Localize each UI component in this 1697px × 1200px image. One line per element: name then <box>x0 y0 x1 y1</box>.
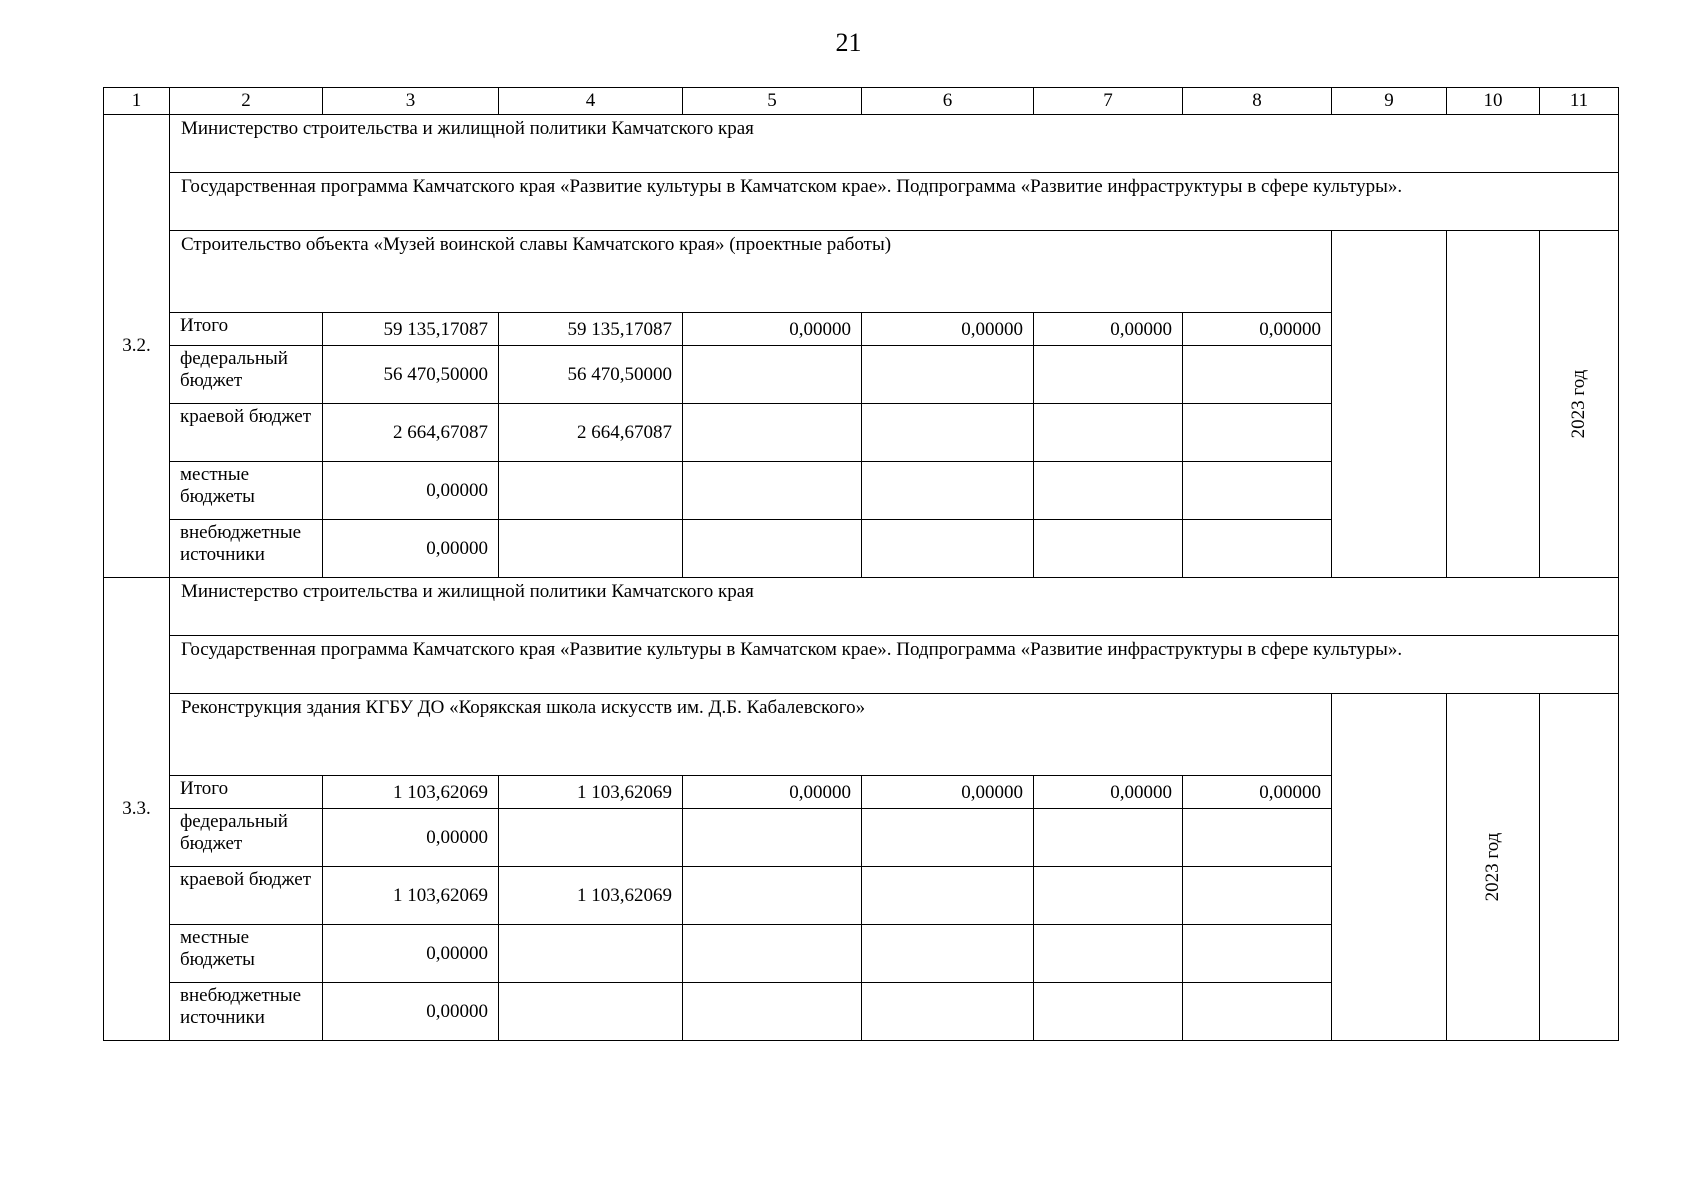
column-number: 5 <box>683 88 862 115</box>
value-cell <box>499 983 683 1041</box>
col10-cell <box>1447 231 1540 578</box>
value-cell <box>1034 520 1183 578</box>
value-cell <box>1034 462 1183 520</box>
year-label: 2023 год <box>1568 369 1589 439</box>
value-cell <box>1183 404 1332 462</box>
program-name: Государственная программа Камчатского края «Развитие культуры в Камчатском крае». Подпрограмма «Развитие инфраструктуры в сфере культуры». <box>170 636 1619 694</box>
col9-cell <box>1332 694 1447 1041</box>
value-cell <box>1034 867 1183 925</box>
column-number: 9 <box>1332 88 1447 115</box>
section-ministry-row <box>104 115 1619 173</box>
budget-table <box>103 87 1619 1041</box>
value-cell: 0,00000 <box>323 809 499 867</box>
value-cell: 0,00000 <box>683 776 862 809</box>
row-label: местные бюджеты <box>170 925 323 983</box>
value-cell <box>862 809 1034 867</box>
value-cell <box>683 867 862 925</box>
value-cell <box>1183 462 1332 520</box>
object-name: Реконструкция здания КГБУ ДО «Корякская школа искусств им. Д.Б. Кабалевского» <box>170 694 1332 776</box>
value-cell <box>1034 346 1183 404</box>
value-cell <box>1183 346 1332 404</box>
value-cell: 0,00000 <box>1034 313 1183 346</box>
value-cell: 1 103,62069 <box>499 776 683 809</box>
value-cell: 0,00000 <box>683 313 862 346</box>
value-cell: 59 135,17087 <box>323 313 499 346</box>
value-cell <box>1183 520 1332 578</box>
value-cell <box>1183 983 1332 1041</box>
object-name: Строительство объекта «Музей воинской славы Камчатского края» (проектные работы) <box>170 231 1332 313</box>
value-cell: 0,00000 <box>323 925 499 983</box>
value-cell: 0,00000 <box>862 313 1034 346</box>
value-cell: 1 103,62069 <box>499 867 683 925</box>
row-label: внебюджетные источники <box>170 983 323 1041</box>
row-label: Итого <box>170 313 323 346</box>
section-index: 3.2. <box>104 115 170 578</box>
value-cell: 0,00000 <box>862 776 1034 809</box>
value-cell: 2 664,67087 <box>499 404 683 462</box>
value-cell <box>1034 404 1183 462</box>
row-label: Итого <box>170 776 323 809</box>
row-label: внебюджетные источники <box>170 520 323 578</box>
section-program-row <box>104 636 1619 694</box>
value-cell: 0,00000 <box>1183 776 1332 809</box>
ministry-name: Министерство строительства и жилищной политики Камчатского края <box>170 115 1619 173</box>
value-cell <box>862 462 1034 520</box>
ministry-name: Министерство строительства и жилищной политики Камчатского края <box>170 578 1619 636</box>
value-cell <box>1034 809 1183 867</box>
value-cell <box>499 462 683 520</box>
value-cell <box>683 346 862 404</box>
value-cell <box>862 867 1034 925</box>
column-number: 1 <box>104 88 170 115</box>
value-cell: 56 470,50000 <box>499 346 683 404</box>
value-cell: 1 103,62069 <box>323 867 499 925</box>
value-cell <box>683 925 862 983</box>
year-cell <box>1540 231 1619 578</box>
value-cell <box>1183 809 1332 867</box>
column-number: 6 <box>862 88 1034 115</box>
value-cell: 1 103,62069 <box>323 776 499 809</box>
column-number: 10 <box>1447 88 1540 115</box>
row-label: федеральный бюджет <box>170 809 323 867</box>
value-cell <box>862 404 1034 462</box>
section-ministry-row <box>104 578 1619 636</box>
value-cell <box>862 925 1034 983</box>
value-cell: 0,00000 <box>323 462 499 520</box>
row-label: федеральный бюджет <box>170 346 323 404</box>
value-cell <box>862 520 1034 578</box>
year-cell <box>1447 694 1540 1041</box>
value-cell <box>1183 867 1332 925</box>
value-cell: 0,00000 <box>323 983 499 1041</box>
value-cell <box>683 809 862 867</box>
value-cell <box>1183 925 1332 983</box>
row-label: краевой бюджет <box>170 867 323 925</box>
column-number: 4 <box>499 88 683 115</box>
section-object-row <box>104 694 1619 776</box>
col9-cell <box>1332 231 1447 578</box>
section-program-row <box>104 173 1619 231</box>
value-cell: 56 470,50000 <box>323 346 499 404</box>
year-label: 2023 год <box>1482 832 1503 902</box>
value-cell: 59 135,17087 <box>499 313 683 346</box>
program-name: Государственная программа Камчатского края «Развитие культуры в Камчатском крае». Подпрограмма «Развитие инфраструктуры в сфере культуры». <box>170 173 1619 231</box>
col11-cell <box>1540 694 1619 1041</box>
value-cell <box>1034 925 1183 983</box>
column-number: 7 <box>1034 88 1183 115</box>
value-cell <box>683 520 862 578</box>
section-object-row <box>104 231 1619 313</box>
value-cell: 0,00000 <box>323 520 499 578</box>
value-cell <box>683 983 862 1041</box>
row-label: краевой бюджет <box>170 404 323 462</box>
value-cell: 2 664,67087 <box>323 404 499 462</box>
value-cell <box>862 346 1034 404</box>
column-number: 3 <box>323 88 499 115</box>
section-index: 3.3. <box>104 578 170 1041</box>
column-number: 8 <box>1183 88 1332 115</box>
column-number: 11 <box>1540 88 1619 115</box>
row-label: местные бюджеты <box>170 462 323 520</box>
value-cell <box>1034 983 1183 1041</box>
column-number: 2 <box>170 88 323 115</box>
value-cell: 0,00000 <box>1034 776 1183 809</box>
value-cell <box>683 404 862 462</box>
value-cell <box>862 983 1034 1041</box>
value-cell <box>499 925 683 983</box>
column-number-row <box>104 88 1619 115</box>
value-cell: 0,00000 <box>1183 313 1332 346</box>
page-number: 21 <box>835 28 862 57</box>
value-cell <box>683 462 862 520</box>
value-cell <box>499 520 683 578</box>
value-cell <box>499 809 683 867</box>
